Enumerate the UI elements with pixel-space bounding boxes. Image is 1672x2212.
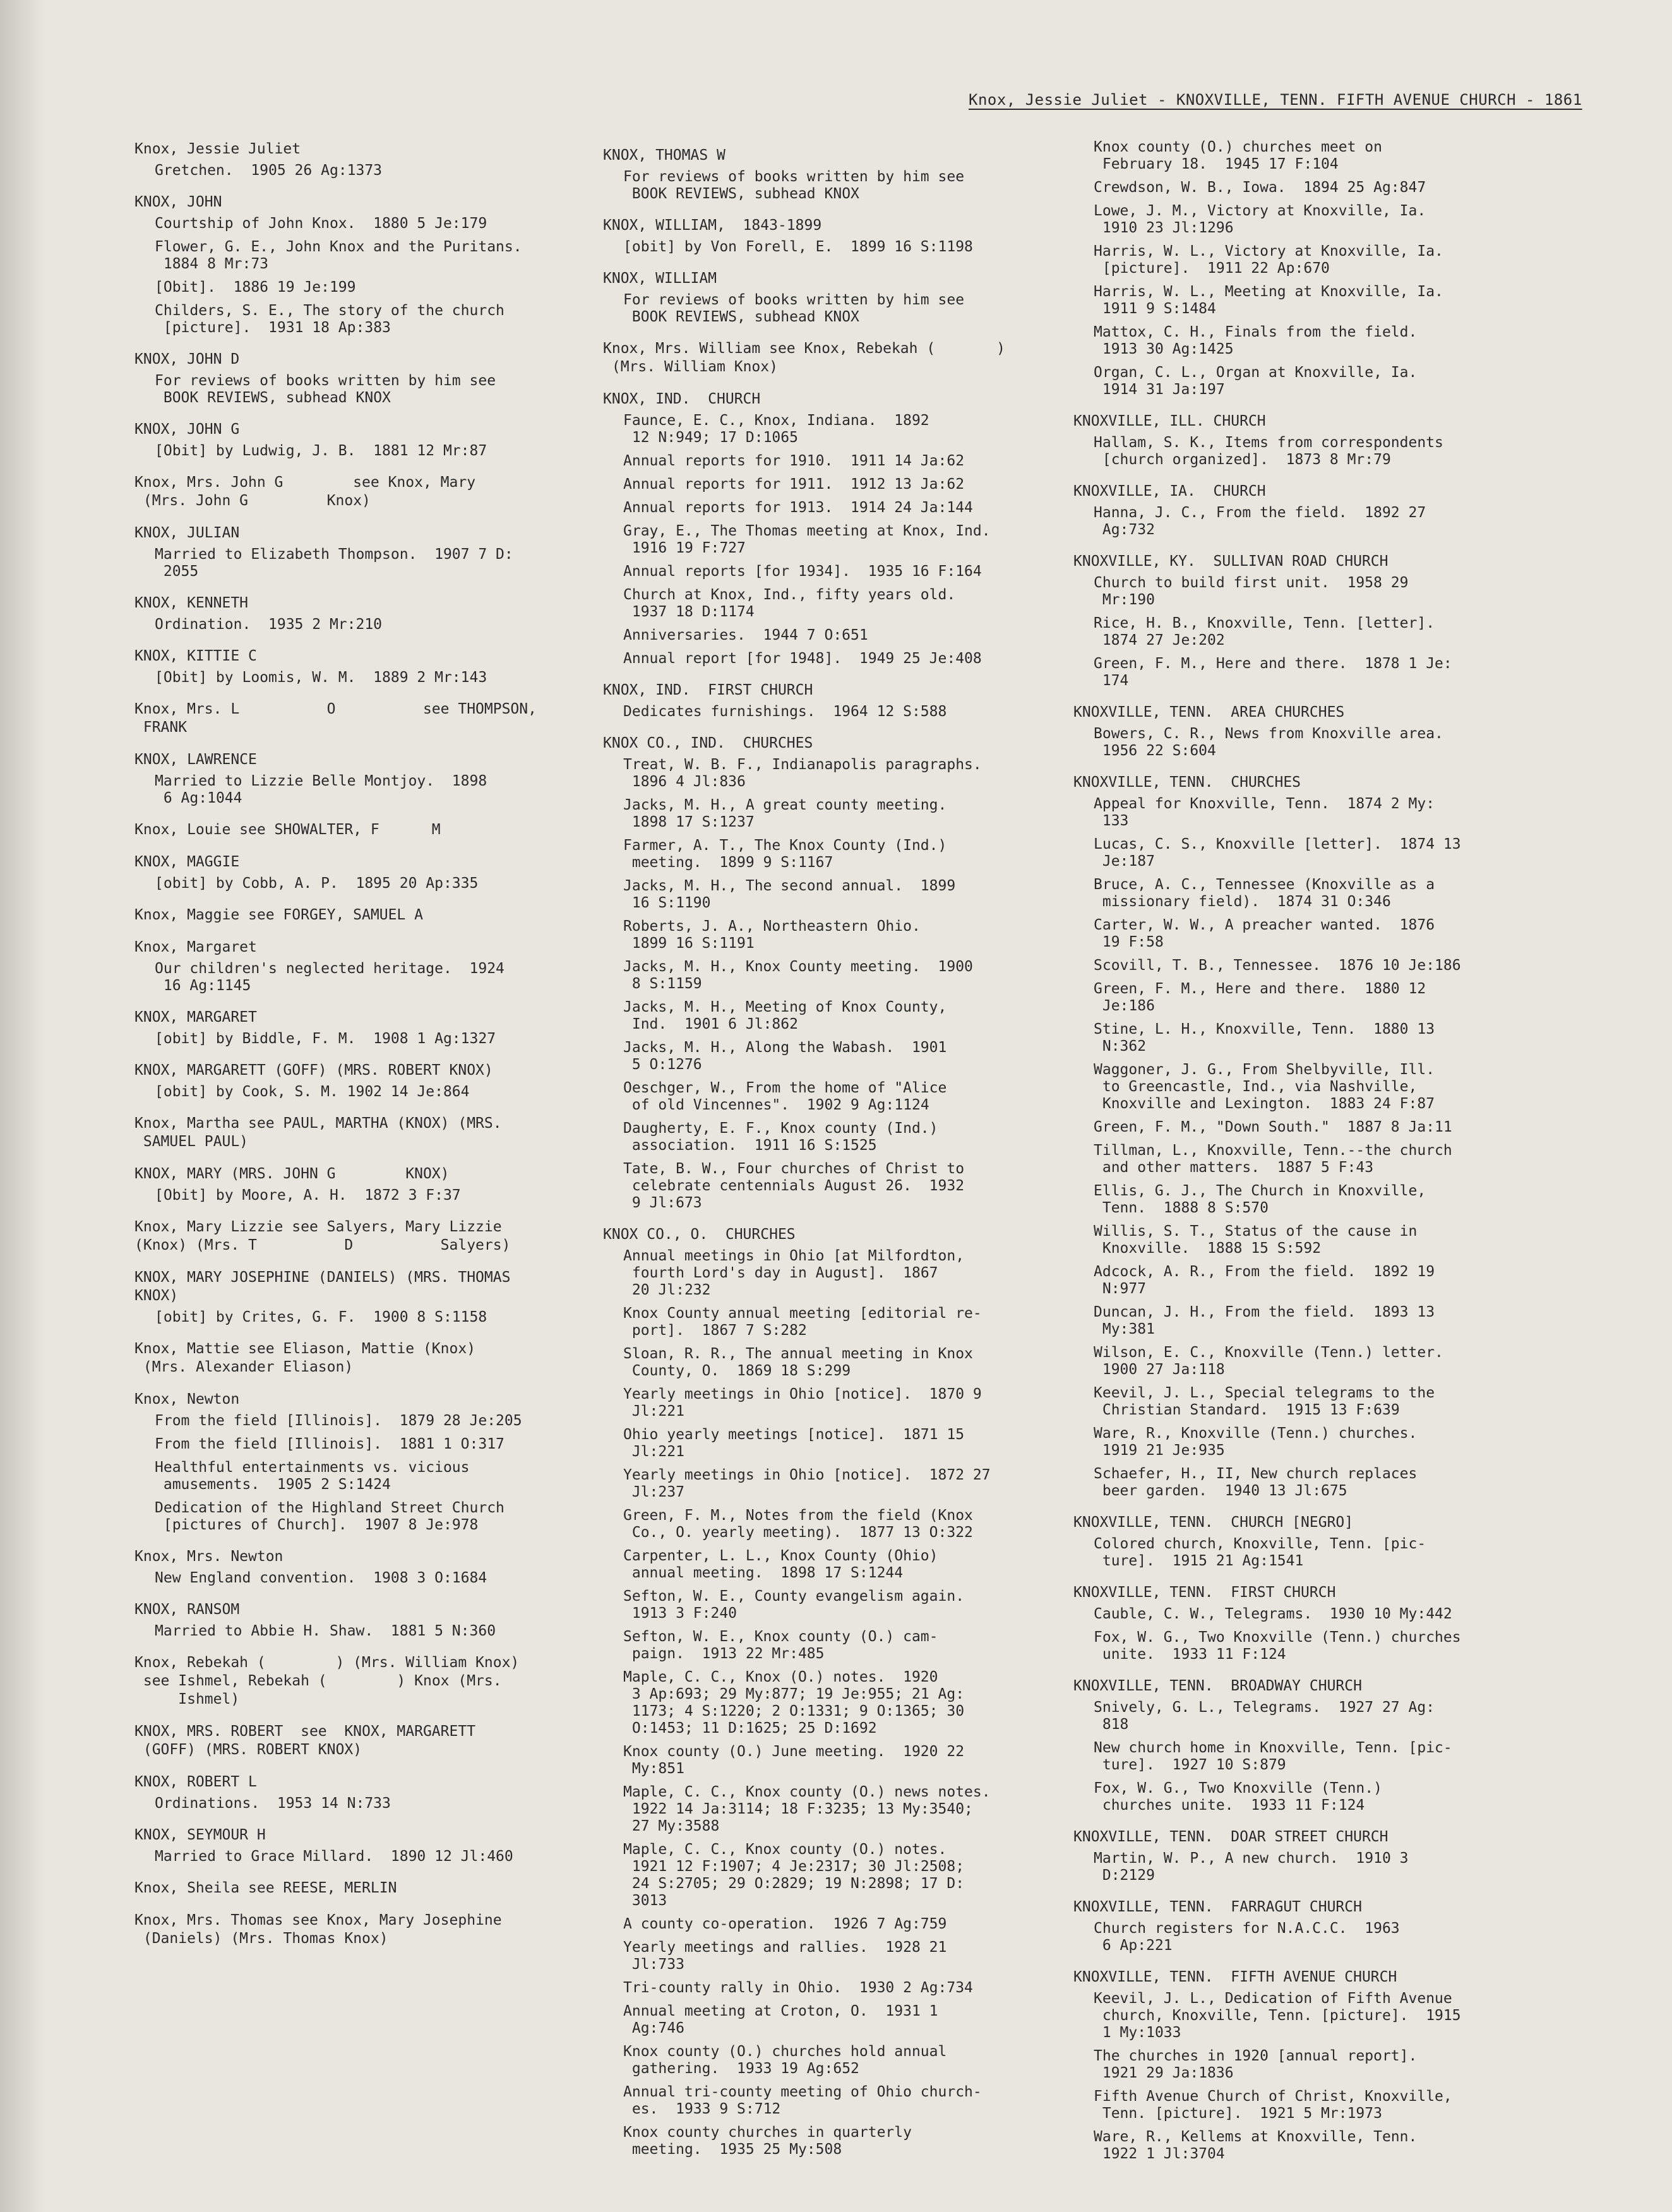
index-entry [134, 140, 595, 179]
citation: Harris, W. L., Meeting at Knoxville, Ia. 1911 9 S:1484 [1094, 284, 1443, 317]
entry-heading: Knox, Maggie see FORGEY, SAMUEL A [134, 907, 423, 923]
citation: Sefton, W. E., Knox county (O.) cam- paign. 1913 22 Mr:485 [623, 1629, 938, 1662]
index-entry [134, 1218, 595, 1255]
citation: Ware, R., Knoxville (Tenn.) churches. 1919 21 Je:935 [1094, 1425, 1418, 1459]
citation: Dedication of the Highland Street Church [pictures of Church]. 1907 8 Je:978 [155, 1500, 505, 1533]
entry-heading: KNOXVILLE, TENN. DOAR STREET CHURCH [1073, 1829, 1388, 1845]
citation: Church at Knox, Ind., fifty years old. 1937 18 D:1174 [623, 587, 956, 620]
entry-heading: KNOX, SEYMOUR H [134, 1827, 266, 1843]
citation: Yearly meetings and rallies. 1928 21 Jl:733 [623, 1939, 947, 1973]
citation: Green, F. M., Here and there. 1880 12 Je:186 [1094, 981, 1426, 1014]
entry-heading: Knox, Mary Lizzie see Salyers, Mary Lizzie (Knox) (Mrs. T D Salyers) [134, 1219, 511, 1253]
entry-heading: KNOX, MARGARET [134, 1009, 257, 1025]
citation: Knox county (O.) churches hold annual gathering. 1933 19 Ag:652 [623, 2043, 947, 2077]
index-column-1 [134, 140, 595, 1962]
entry-heading: Knox, Mrs. William see Knox, Rebekah ( ) (Mrs. William Knox) [603, 340, 1005, 375]
citation: Colored church, Knoxville, Tenn. [pic- ture]. 1915 21 Ag:1541 [1094, 1536, 1426, 1569]
index-entry [1073, 1677, 1579, 1814]
entry-heading: KNOX, THOMAS W [603, 147, 726, 164]
entry-heading: KNOX, MARY (MRS. JOHN G KNOX) [134, 1166, 450, 1182]
citation: Martin, W. P., A new church. 1910 3 D:2129 [1094, 1850, 1409, 1884]
entry-heading: KNOXVILLE, TENN. AREA CHURCHES [1073, 704, 1345, 720]
index-entry [134, 1008, 595, 1048]
citation: [Obit] by Ludwig, J. B. 1881 12 Mr:87 [155, 443, 487, 459]
citation: A county co-operation. 1926 7 Ag:759 [623, 1916, 947, 1932]
index-entry [603, 734, 1064, 1212]
entry-heading: Knox, Newton [134, 1391, 240, 1408]
citation: Annual reports for 1911. 1912 13 Ja:62 [623, 476, 965, 493]
citation: Healthful entertainments vs. vicious amusements. 1905 2 S:1424 [155, 1459, 470, 1493]
citation: From the field [Illinois]. 1881 1 O:317 [155, 1436, 505, 1452]
citation: [obit] by Cook, S. M. 1902 14 Je:864 [155, 1084, 470, 1100]
citation: Faunce, E. C., Knox, Indiana. 1892 12 N:949; 17 D:1065 [623, 412, 929, 446]
entry-heading: Knox, Mrs. L O see THOMPSON, FRANK [134, 701, 537, 736]
index-column-2 [603, 146, 1064, 2172]
entry-heading: KNOX, KITTIE C [134, 648, 257, 664]
index-entry [134, 821, 595, 839]
entry-heading: KNOXVILLE, TENN. CHURCH [NEGRO] [1073, 1514, 1354, 1531]
citation: Wilson, E. C., Knoxville (Tenn.) letter. 1900 27 Ja:118 [1094, 1344, 1443, 1378]
entry-heading: KNOX CO., IND. CHURCHES [603, 735, 813, 751]
entry-heading: Knox, Margaret [134, 939, 257, 955]
citation: Church registers for N.A.C.C. 1963 6 Ap:221 [1094, 1920, 1400, 1954]
citation: Church to build first unit. 1958 29 Mr:190 [1094, 575, 1409, 608]
entry-heading: Knox, Rebekah ( ) (Mrs. William Knox) see Ishmel, Rebekah ( ) Knox (Mrs. Ishmel) [134, 1654, 520, 1707]
citation: Green, F. M., "Down South." 1887 8 Ja:11 [1094, 1119, 1452, 1135]
citation: Jacks, M. H., Meeting of Knox County, Ind. 1901 6 Jl:862 [623, 999, 947, 1032]
index-entry [1073, 774, 1579, 1500]
citation: Ordinations. 1953 14 N:733 [155, 1795, 391, 1812]
citation: [obit] by Von Forell, E. 1899 16 S:1198 [623, 239, 973, 255]
citation: Yearly meetings in Ohio [notice]. 1870 9 Jl:221 [623, 1386, 982, 1420]
citation: Roberts, J. A., Northeastern Ohio. 1899 16 S:1191 [623, 918, 921, 952]
citation: Jacks, M. H., Along the Wabash. 1901 5 O:1276 [623, 1039, 947, 1073]
citation: Snively, G. L., Telegrams. 1927 27 Ag: 818 [1094, 1699, 1435, 1733]
citation: Tri-county rally in Ohio. 1930 2 Ag:734 [623, 1980, 973, 1996]
entry-heading: KNOXVILLE, TENN. FARRAGUT CHURCH [1073, 1899, 1362, 1915]
entry-heading: Knox, Mrs. John G see Knox, Mary (Mrs. John G Knox) [134, 474, 476, 509]
citation: Maple, C. C., Knox county (O.) notes. 1921 12 F:1907; 4 Je:2317; 30 Jl:2508; 24 S:2705; 29 O:2829; 19 N:2898; 17 D: 3013 [623, 1841, 965, 1909]
citation: Tillman, L., Knoxville, Tenn.--the church and other matters. 1887 5 F:43 [1094, 1142, 1452, 1176]
citation: Ohio yearly meetings [notice]. 1871 15 Jl:221 [623, 1426, 965, 1460]
citation: Anniversaries. 1944 7 O:651 [623, 627, 868, 643]
index-entry [1073, 1514, 1579, 1570]
index-column-3 [1073, 139, 1579, 2177]
entry-heading: KNOXVILLE, TENN. FIFTH AVENUE CHURCH [1073, 1969, 1397, 1985]
citation: Annual tri-county meeting of Ohio church- es. 1933 9 S:712 [623, 2084, 982, 2117]
index-entry [134, 1654, 595, 1709]
entry-heading: Knox, Sheila see REESE, MERLIN [134, 1880, 397, 1896]
entry-heading: Knox, Louie see SHOWALTER, F M [134, 822, 441, 838]
index-entry [134, 1601, 595, 1640]
index-entry [134, 1269, 595, 1326]
citation: New England convention. 1908 3 O:1684 [155, 1570, 487, 1586]
index-entry [603, 340, 1064, 376]
citation: Green, F. M., Notes from the field (Knox Co., O. yearly meeting). 1877 13 O:322 [623, 1507, 973, 1541]
citation: Sloan, R. R., The annual meeting in Knox County, O. 1869 18 S:299 [623, 1346, 973, 1379]
citation: For reviews of books written by him see BOOK REVIEWS, subhead KNOX [155, 373, 496, 406]
index-entry [134, 700, 595, 737]
entry-heading: KNOX, LAWRENCE [134, 751, 257, 768]
entry-heading: Knox, Martha see PAUL, MARTHA (KNOX) (MRS. SAMUEL PAUL) [134, 1115, 502, 1150]
citation: Duncan, J. H., From the field. 1893 13 My:381 [1094, 1304, 1435, 1337]
citation: Ordination. 1935 2 Mr:210 [155, 616, 383, 633]
citation: Hanna, J. C., From the field. 1892 27 Ag:732 [1094, 505, 1426, 538]
citation: Annual reports for 1913. 1914 24 Ja:144 [623, 499, 973, 516]
entry-heading: KNOX, RANSOM [134, 1601, 240, 1618]
citation: Fifth Avenue Church of Christ, Knoxville, Tenn. [picture]. 1921 5 Mr:1973 [1094, 2088, 1452, 2122]
citation: Hallam, S. K., Items from correspondents [church organized]. 1873 8 Mr:79 [1094, 434, 1443, 468]
index-entry [134, 647, 595, 686]
index-entry [1073, 1584, 1579, 1663]
index-entry [134, 853, 595, 892]
index-entry [134, 1115, 595, 1151]
entry-heading: KNOX, MARGARETT (GOFF) (MRS. ROBERT KNOX) [134, 1062, 493, 1079]
citation: Organ, C. L., Organ at Knoxville, Ia. 1914 31 Ja:197 [1094, 364, 1418, 398]
citation: Daugherty, E. F., Knox county (Ind.) association. 1911 16 S:1525 [623, 1120, 938, 1154]
entry-heading: KNOX, JULIAN [134, 525, 240, 541]
entry-heading: KNOX, WILLIAM, 1843-1899 [603, 217, 822, 234]
citation: Fox, W. G., Two Knoxville (Tenn.) churches unite. 1933 11 F:124 [1094, 1629, 1461, 1663]
citation: Bruce, A. C., Tennessee (Knoxville as a missionary field). 1874 31 O:346 [1094, 876, 1435, 910]
entry-heading: Knox, Mrs. Newton [134, 1548, 284, 1565]
citation: Keevil, J. L., Dedication of Fifth Avenue church, Knoxville, Tenn. [picture]. 1915 1 My:1033 [1094, 1990, 1461, 2041]
citation: Lucas, C. S., Knoxville [letter]. 1874 13 Je:187 [1094, 836, 1461, 870]
index-entry [134, 350, 595, 407]
citation: Treat, W. B. F., Indianapolis paragraphs. 1896 4 Jl:836 [623, 756, 982, 790]
index-entry [603, 270, 1064, 326]
citation: Courtship of John Knox. 1880 5 Je:179 [155, 215, 487, 232]
index-entry [603, 217, 1064, 256]
citation: Green, F. M., Here and there. 1878 1 Je: 174 [1094, 655, 1452, 689]
entry-heading: KNOXVILLE, TENN. FIRST CHURCH [1073, 1584, 1336, 1601]
citation: Maple, C. C., Knox county (O.) news notes. 1922 14 Ja:3114; 18 F:3235; 13 My:3540; 27 My:3588 [623, 1784, 991, 1834]
index-entry [134, 524, 595, 580]
citation: Lowe, J. M., Victory at Knoxville, Ia. 1910 23 Jl:1296 [1094, 203, 1426, 236]
citation: Dedicates furnishings. 1964 12 S:588 [623, 703, 947, 720]
citation: Schaefer, H., II, New church replaces beer garden. 1940 13 Jl:675 [1094, 1466, 1418, 1499]
citation: Scovill, T. B., Tennessee. 1876 10 Je:186 [1094, 957, 1461, 974]
entry-heading: KNOXVILLE, ILL. CHURCH [1073, 413, 1266, 429]
citation: Keevil, J. L., Special telegrams to the Christian Standard. 1915 13 F:639 [1094, 1385, 1435, 1418]
entry-heading: Knox, Mattie see Eliason, Mattie (Knox) (Mrs. Alexander Eliason) [134, 1341, 476, 1375]
index-entry [134, 421, 595, 460]
citation: Married to Grace Millard. 1890 12 Jl:460 [155, 1848, 513, 1865]
citation: Tate, B. W., Four churches of Christ to celebrate centennials August 26. 1932 9 Jl:673 [623, 1161, 965, 1211]
citation: Farmer, A. T., The Knox County (Ind.) meeting. 1899 9 S:1167 [623, 837, 947, 871]
index-entry [603, 390, 1064, 667]
citation: Knox County annual meeting [editorial re- port]. 1867 7 S:282 [623, 1305, 982, 1339]
citation: Our children's neglected heritage. 1924 16 Ag:1145 [155, 960, 505, 994]
citation: Waggoner, J. G., From Shelbyville, Ill. to Greencastle, Ind., via Nashville, Knoxville and Lexington. 1883 24 F:87 [1094, 1061, 1435, 1112]
citation: Annual report [for 1948]. 1949 25 Je:408 [623, 650, 982, 667]
citation: Willis, S. T., Status of the cause in Knoxville. 1888 15 S:592 [1094, 1223, 1418, 1257]
citation: Knox county churches in quarterly meeting. 1935 25 My:508 [623, 2124, 912, 2158]
citation: For reviews of books written by him see BOOK REVIEWS, subhead KNOX [623, 292, 965, 325]
citation: [obit] by Biddle, F. M. 1908 1 Ag:1327 [155, 1031, 496, 1047]
entry-heading: KNOX, IND. FIRST CHURCH [603, 682, 813, 698]
citation: Sefton, W. E., County evangelism again. 1913 3 F:240 [623, 1588, 965, 1622]
citation: The churches in 1920 [annual report]. 1921 29 Ja:1836 [1094, 2048, 1418, 2081]
index-entry [134, 1165, 595, 1204]
entry-heading: KNOX, ROBERT L [134, 1774, 257, 1790]
entry-heading: KNOX, MAGGIE [134, 854, 240, 870]
entry-heading: KNOXVILLE, IA. CHURCH [1073, 483, 1266, 499]
citation: Flower, G. E., John Knox and the Puritans. 1884 8 Mr:73 [155, 239, 522, 272]
entry-heading: KNOXVILLE, TENN. BROADWAY CHURCH [1073, 1678, 1362, 1694]
citation: Annual meetings in Ohio [at Milfordton, fourth Lord's day in August]. 1867 20 Jl:232 [623, 1248, 965, 1298]
citation: Jacks, M. H., A great county meeting. 1898 17 S:1237 [623, 797, 947, 830]
citation: [Obit]. 1886 19 Je:199 [155, 279, 356, 296]
index-entry [1073, 1828, 1579, 1884]
citation: Jacks, M. H., Knox County meeting. 1900 8 S:1159 [623, 959, 973, 992]
entry-heading: KNOXVILLE, KY. SULLIVAN ROAD CHURCH [1073, 553, 1388, 570]
entry-heading: KNOX, JOHN [134, 194, 222, 210]
index-entry [134, 1723, 595, 1759]
citation: Appeal for Knoxville, Tenn. 1874 2 My: 133 [1094, 796, 1435, 829]
citation: Gretchen. 1905 26 Ag:1373 [155, 162, 383, 179]
index-entry [134, 193, 595, 337]
citation: Cauble, C. W., Telegrams. 1930 10 My:442 [1094, 1606, 1452, 1622]
citation: Carter, W. W., A preacher wanted. 1876 19 F:58 [1094, 917, 1435, 950]
index-entry [134, 938, 595, 995]
citation: Gray, E., The Thomas meeting at Knox, Ind. 1916 19 F:727 [623, 523, 991, 556]
index-entry [134, 1390, 595, 1534]
entry-heading: Knox, Jessie Juliet [134, 141, 301, 157]
citation: Rice, H. B., Knoxville, Tenn. [letter]. 1874 27 Je:202 [1094, 615, 1435, 649]
entry-heading: KNOX, MARY JOSEPHINE (DANIELS) (MRS. THOMAS KNOX) [134, 1269, 511, 1304]
index-entry [603, 146, 1064, 203]
entry-heading: KNOX CO., O. CHURCHES [603, 1226, 796, 1243]
citation: Jacks, M. H., The second annual. 1899 16 S:1190 [623, 878, 956, 911]
entry-heading: KNOX, MRS. ROBERT see KNOX, MARGARETT (GOFF) (MRS. ROBERT KNOX) [134, 1723, 476, 1758]
citation: Annual reports for 1910. 1911 14 Ja:62 [623, 453, 965, 469]
entry-heading: KNOX, JOHN G [134, 421, 240, 438]
entry-heading: KNOX, IND. CHURCH [603, 391, 761, 407]
citation: Harris, W. L., Victory at Knoxville, Ia. [picture]. 1911 22 Ap:670 [1094, 243, 1443, 277]
citation: Knox county (O.) churches meet on February 18. 1945 17 F:104 [1094, 139, 1382, 172]
index-entry [1073, 553, 1579, 690]
citation: Ellis, G. J., The Church in Knoxville, Tenn. 1888 8 S:570 [1094, 1183, 1426, 1216]
citation: Stine, L. H., Knoxville, Tenn. 1880 13 N:362 [1094, 1021, 1435, 1055]
entry-heading: KNOX, WILLIAM [603, 270, 717, 287]
index-entry [134, 1061, 595, 1101]
index-entry [134, 1826, 595, 1865]
index-entry [134, 1879, 595, 1898]
citation: Married to Elizabeth Thompson. 1907 7 D: 2055 [155, 546, 513, 580]
index-entry [1073, 703, 1579, 760]
index-entry [1073, 412, 1579, 469]
citation: Adcock, A. R., From the field. 1892 19 N:977 [1094, 1264, 1435, 1297]
index-entry [134, 751, 595, 807]
citation: [Obit] by Moore, A. H. 1872 3 F:37 [155, 1187, 461, 1204]
index-entry [134, 1911, 595, 1948]
entry-heading: KNOXVILLE, TENN. CHURCHES [1073, 774, 1301, 791]
citation: Mattox, C. H., Finals from the field. 1913 30 Ag:1425 [1094, 324, 1418, 357]
citation: Fox, W. G., Two Knoxville (Tenn.) churches unite. 1933 11 F:124 [1094, 1780, 1382, 1814]
citation: Bowers, C. R., News from Knoxville area. 1956 22 S:604 [1094, 726, 1443, 759]
index-entry [134, 474, 595, 510]
index-entry [134, 906, 595, 924]
citation: Knox county (O.) June meeting. 1920 22 My:851 [623, 1743, 965, 1777]
index-entry [1073, 1898, 1579, 1954]
entry-heading: Knox, Mrs. Thomas see Knox, Mary Josephine (Daniels) (Mrs. Thomas Knox) [134, 1912, 502, 1947]
citation: Married to Lizzie Belle Montjoy. 1898 6 Ag:1044 [155, 773, 487, 806]
citation: [Obit] by Loomis, W. M. 1889 2 Mr:143 [155, 669, 487, 686]
citation: Carpenter, L. L., Knox County (Ohio) annual meeting. 1898 17 S:1244 [623, 1548, 938, 1581]
running-header: Knox, Jessie Juliet - KNOXVILLE, TENN. FIFTH AVENUE CHURCH - 1861 [969, 91, 1582, 109]
index-entry [1073, 1968, 1579, 2163]
entry-heading: KNOX, JOHN D [134, 351, 240, 368]
citation: Annual reports [for 1934]. 1935 16 F:164 [623, 563, 982, 580]
index-entry [134, 594, 595, 633]
index-entry [134, 1548, 595, 1587]
index-entry [1073, 482, 1579, 539]
entry-heading: KNOX, KENNETH [134, 595, 249, 611]
citation: Childers, S. E., The story of the church [picture]. 1931 18 Ap:383 [155, 302, 505, 336]
citation: [obit] by Cobb, A. P. 1895 20 Ap:335 [155, 875, 479, 892]
index-entry [603, 681, 1064, 720]
index-entry [134, 1773, 595, 1812]
page-binding-shadow [0, 0, 44, 2212]
citation: Maple, C. C., Knox (O.) notes. 1920 3 Ap:693; 29 My:877; 19 Je:955; 21 Ag: 1173; 4 S:1220; 2 O:1331; 9 O:1365; 30 O:1453; 11 D:1625; 25 D:1692 [623, 1669, 965, 1737]
citation: New church home in Knoxville, Tenn. [pic- ture]. 1927 10 S:879 [1094, 1740, 1452, 1773]
citation: Crewdson, W. B., Iowa. 1894 25 Ag:847 [1094, 179, 1426, 196]
citation: For reviews of books written by him see BOOK REVIEWS, subhead KNOX [623, 169, 965, 202]
citation: Annual meeting at Croton, O. 1931 1 Ag:746 [623, 2003, 938, 2036]
index-entry [134, 1340, 595, 1377]
index-entry [1073, 139, 1579, 398]
citation: Oeschger, W., From the home of "Alice of old Vincennes". 1902 9 Ag:1124 [623, 1080, 947, 1113]
citation: Ware, R., Kellems at Knoxville, Tenn. 1922 1 Jl:3704 [1094, 2129, 1418, 2162]
citation: Married to Abbie H. Shaw. 1881 5 N:360 [155, 1623, 496, 1639]
citation: [obit] by Crites, G. F. 1900 8 S:1158 [155, 1309, 487, 1325]
citation: Yearly meetings in Ohio [notice]. 1872 27 Jl:237 [623, 1467, 991, 1500]
index-entry [603, 1226, 1064, 2158]
citation: From the field [Illinois]. 1879 28 Je:205 [155, 1413, 522, 1429]
